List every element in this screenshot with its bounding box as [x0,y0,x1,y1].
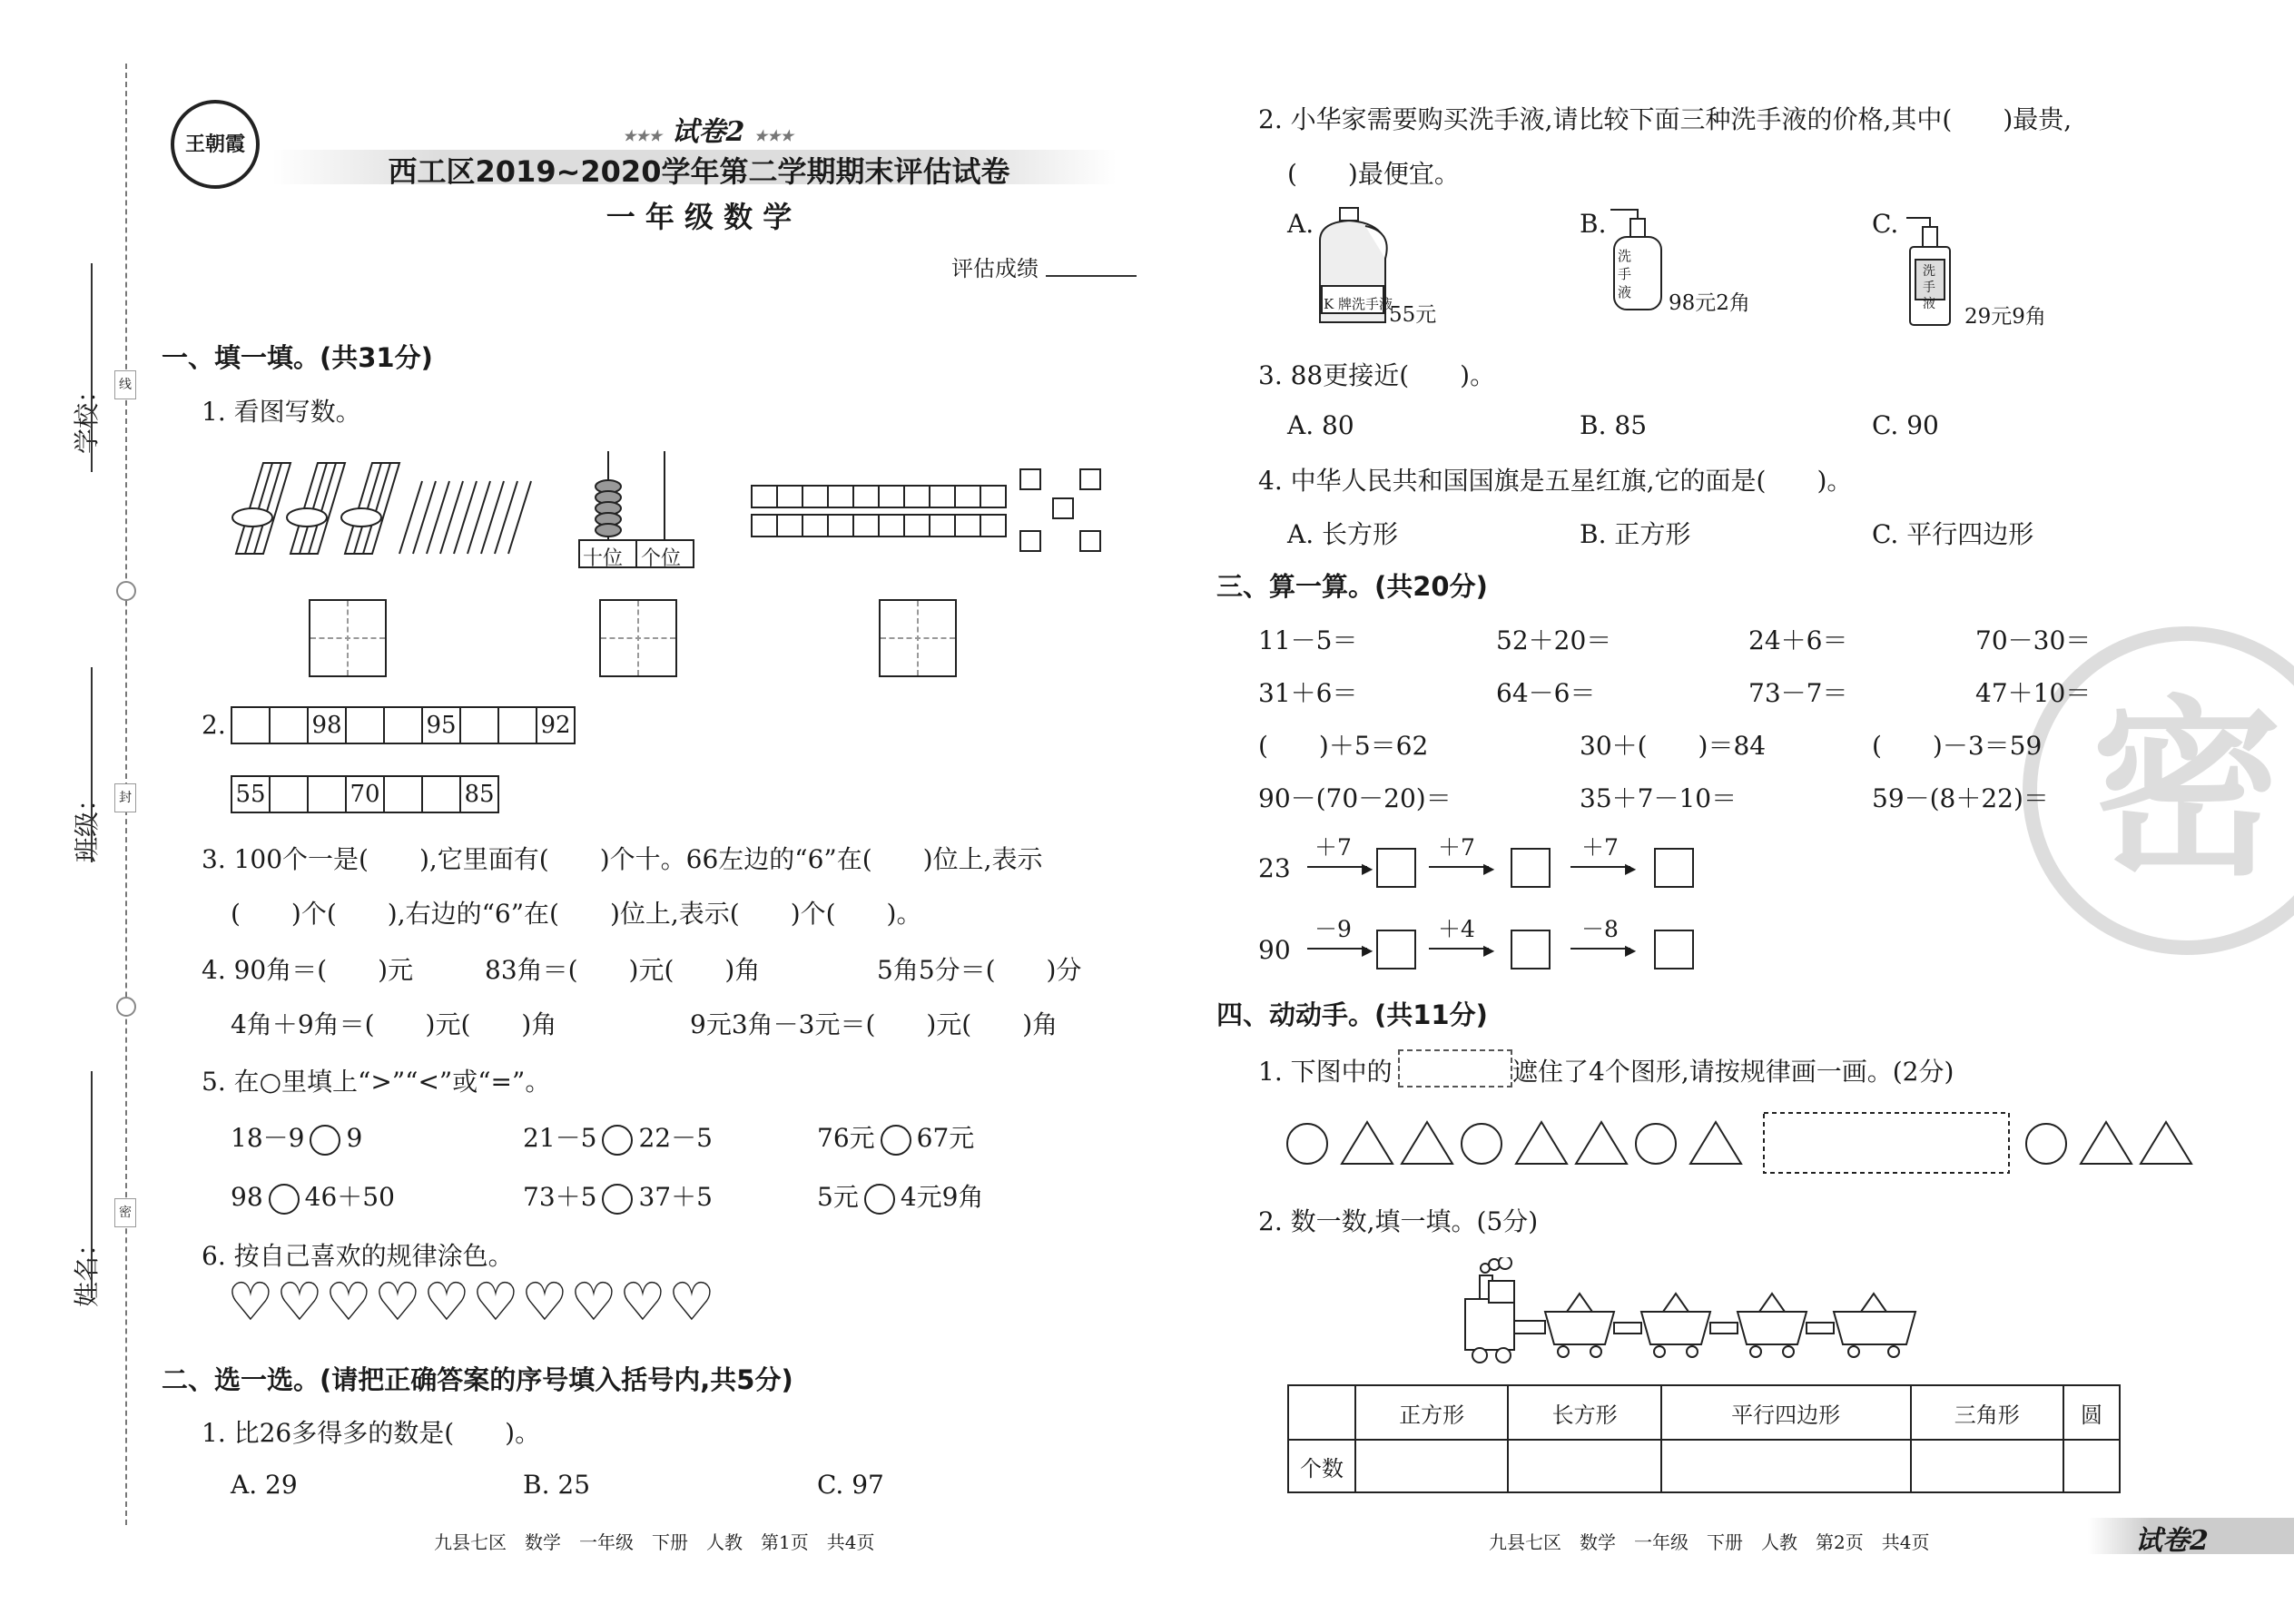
series-badge [608,109,808,149]
arrow [1307,866,1367,868]
arrow [1429,948,1489,950]
score-field[interactable] [1046,275,1137,277]
school-label: 学校： [72,377,102,454]
triangle-shape [1342,1122,1393,1164]
table-header: 三角形 [1911,1385,2063,1440]
s2-q4: 4. 中华人民共和国国旗是五星红旗,它的面是( )。 [1258,466,1853,496]
s4-q2: 2. 数一数,填一填。(5分) [1258,1206,1539,1236]
tens-rod [752,515,1006,536]
sequence-cell[interactable] [232,708,271,743]
chain-answer-box[interactable] [1511,848,1551,888]
s1-q5: 5. 在○里填上“>”“<”或“=”。 [202,1067,551,1097]
triangle-shape [2141,1122,2191,1164]
triangle-shape [2081,1122,2132,1164]
compare-left: 98 [231,1182,263,1212]
mark-secret: 密 [114,1198,136,1227]
calc-item: 73－7＝ [1748,678,1848,708]
shape-pattern [1280,1109,2197,1177]
s2-q3: 3. 88更接近( )。 [1258,360,1496,390]
chain-start: 90 [1258,935,1291,965]
section3-title: 三、算一算。(共20分) [1216,571,1488,602]
option-label[interactable]: C. [1872,209,1899,239]
class-field[interactable] [91,667,93,862]
sequence-cell: 95 [423,708,461,743]
name-label: 姓名： [72,1230,102,1307]
compare-circle[interactable] [310,1125,340,1156]
s4-q1-suffix: 遮住了4个图形,请按规律画一画。(2分) [1512,1057,1954,1087]
price: 55元 [1389,303,1437,327]
score-label: 评估成绩 [951,256,1039,281]
price: 29元9角 [1964,305,2046,329]
calc-item: 30＋( )＝84 [1580,731,1767,761]
compare-right: 9 [346,1123,363,1153]
calc-item: 31＋6＝ [1258,678,1358,708]
triangle-shape [1576,1122,1627,1164]
s1-q4-item: 4角＋9角＝( )元( )角 [231,1009,557,1039]
sequence-cell: 70 [347,777,385,812]
sequence-cell[interactable] [347,708,385,743]
cover-box-icon [1398,1049,1512,1088]
sequence-cell[interactable] [461,708,499,743]
exam-subject: 一 年 级 数 学 [605,200,793,234]
bottle-label: K 牌洗手液 [1324,296,1393,312]
compare-right: 37＋5 [638,1182,713,1212]
chain-op: －9 [1314,916,1352,942]
arrow [1307,948,1367,950]
compare-item [231,1177,395,1215]
footer-left: 九县七区 数学 一年级 下册 人教 第1页 共4页 [434,1531,875,1553]
option-label[interactable]: B. [1580,209,1607,239]
table-header [1288,1385,1355,1440]
stick-bundle [341,463,399,554]
train-figure [1462,1257,1952,1366]
s1-q1: 1. 看图写数。 [202,397,361,427]
option[interactable]: B. 正方形 [1580,519,1691,549]
bottle-label: 洗手液 [1618,248,1632,300]
sequence-cell: 85 [464,781,495,808]
sequence-cell[interactable] [271,777,309,812]
class-label: 班级： [72,785,102,862]
compare-item [523,1177,713,1215]
stick-bundle [232,463,290,554]
s1-q3-line2: ( )个( ),右边的“6”在( )位上,表示( )个( )。 [231,899,922,929]
compare-item [817,1118,974,1156]
compare-left: 76元 [817,1123,875,1153]
compare-left: 21－5 [523,1123,597,1153]
abacus-label-ones: 个位 [641,547,682,570]
compare-right: 4元9角 [900,1182,984,1212]
sequence-row-1 [231,706,576,744]
calc-item: ( )＋5＝62 [1258,731,1429,761]
binding-hole [116,581,136,601]
arrow-head-icon: ▶ [1625,860,1637,877]
option[interactable]: A. 长方形 [1287,519,1399,549]
series-label: 试卷2 [671,116,745,148]
arrow-head-icon: ▶ [1362,860,1373,877]
arrow-head-icon: ▶ [1483,941,1495,959]
brand-logo: 王朝霞 [171,100,260,189]
table-header: 正方形 [1355,1385,1508,1440]
calc-item: ( )－3＝59 [1872,731,2043,761]
option[interactable]: C. 97 [817,1470,884,1500]
mark-seal: 封 [114,783,136,812]
count-cell[interactable] [1661,1440,1911,1492]
calc-item: 11－5＝ [1258,625,1358,655]
s2-q1: 1. 比26多得多的数是( )。 [202,1418,541,1448]
s1-q2-number: 2. [202,710,226,740]
page-tab-label: 试卷2 [2135,1525,2209,1557]
compare-circle[interactable] [602,1184,633,1215]
abacus-label-tens: 十位 [583,547,624,570]
circle-shape [1462,1124,1501,1164]
footer-right: 九县七区 数学 一年级 下册 人教 第2页 共4页 [1489,1531,1930,1553]
section1-title: 一、填一填。(共31分) [162,342,433,373]
triangle-shape [1690,1122,1741,1164]
s1-q4-item: 4. 90角＝( )元 [202,955,414,985]
school-field[interactable] [91,263,93,472]
chain-op: ＋7 [1581,834,1619,861]
sequence-cell[interactable] [385,777,423,812]
count-cell[interactable] [1508,1440,1660,1492]
stars-icon: ★★★ [623,127,663,144]
stick-bundle [287,463,345,554]
option[interactable]: A. 80 [1287,410,1354,440]
calc-item: 59－(8＋22)＝ [1872,783,2049,813]
count-cell[interactable] [2063,1440,2120,1492]
arrow [1570,866,1630,868]
sequence-cell: 98 [309,708,347,743]
circle-shape [1287,1124,1327,1164]
compare-left: 73＋5 [523,1182,597,1212]
chain-answer-box[interactable] [1654,848,1694,888]
calc-item: 64－6＝ [1496,678,1596,708]
sequence-cell: 92 [540,712,571,739]
option[interactable]: A. 29 [231,1470,298,1500]
answer-grid[interactable] [309,599,387,677]
compare-right: 22－5 [638,1123,713,1153]
price: 98元2角 [1669,291,1750,315]
calc-item: 47＋10＝ [1975,678,2092,708]
chain-answer-box[interactable] [1654,930,1694,969]
sequence-cell: 55 [232,777,271,812]
heart-row[interactable]: ♡♡♡♡♡♡♡♡♡♡ [227,1271,717,1333]
s1-q4-item: 83角＝( )元( )角 [485,955,761,985]
compare-right: 46＋50 [304,1182,395,1212]
calc-item: 90－(70－20)＝ [1258,783,1452,813]
sequence-cell[interactable] [385,708,423,743]
chain-op: －8 [1581,916,1619,942]
circle-shape [2026,1124,2066,1164]
option[interactable]: C. 平行四边形 [1872,519,2034,549]
compare-left: 18－9 [231,1123,305,1153]
arrow-head-icon: ▶ [1625,941,1637,959]
sequence-cell[interactable] [423,777,461,812]
table-header: 圆 [2063,1385,2120,1440]
table-header: 平行四边形 [1661,1385,1911,1440]
table-header: 长方形 [1508,1385,1660,1440]
secret-watermark: 密 [2023,626,2294,955]
section4-title: 四、动动手。(共11分) [1216,999,1488,1030]
circle-shape [1636,1124,1676,1164]
option[interactable]: B. 25 [523,1470,591,1500]
chain-answer-box[interactable] [1511,930,1551,969]
s1-q4-item: 9元3角－3元＝( )元( )角 [690,1009,1058,1039]
option-label[interactable]: A. [1287,209,1314,239]
triangle-shape [1516,1122,1567,1164]
sequence-cell[interactable] [499,708,537,743]
compare-item [523,1118,713,1156]
chain-answer-box[interactable] [1376,848,1416,888]
name-field[interactable] [91,1071,93,1298]
compare-circle[interactable] [269,1184,300,1215]
answer-grid[interactable] [599,599,677,677]
calc-item: 35＋7－10＝ [1580,783,1738,813]
count-cell[interactable] [1355,1440,1508,1492]
s2-q2-line1: 2. 小华家需要购买洗手液,请比较下面三种洗手液的价格,其中( )最贵, [1258,104,2072,134]
option[interactable]: B. 85 [1580,410,1648,440]
compare-right: 67元 [916,1123,975,1153]
chain-op: ＋7 [1314,834,1352,861]
blocks-figure [748,458,1111,558]
s4-q1-prefix: 1. 下图中的 [1258,1057,1393,1087]
compare-circle[interactable] [881,1125,911,1156]
s1-q4-item: 5角5分＝( )分 [877,955,1082,985]
chain-start: 23 [1258,853,1291,883]
sequence-cell[interactable] [271,708,309,743]
calc-item: 70－30＝ [1975,625,2092,655]
section2-title: 二、选一选。(请把正确答案的序号填入括号内,共5分) [162,1364,793,1395]
compare-item [817,1177,983,1215]
s1-q6: 6. 按自己喜欢的规律涂色。 [202,1241,514,1271]
stars-icon: ★★★ [753,127,793,144]
compare-circle[interactable] [864,1184,895,1215]
tens-rod [752,486,1006,507]
arrow [1570,948,1630,950]
answer-grid[interactable] [879,599,957,677]
binding-hole [116,997,136,1017]
hidden-shapes-box [1764,1113,2009,1173]
chain-answer-box[interactable] [1376,930,1416,969]
arrow-head-icon: ▶ [1483,860,1495,877]
chain-op: ＋4 [1438,916,1475,942]
option[interactable]: C. 90 [1872,410,1939,440]
arrow-head-icon: ▶ [1362,941,1373,959]
sticks-figure [227,445,536,567]
sequence-row-2 [231,775,499,813]
arrow [1429,866,1489,868]
calc-item: 52＋20＝ [1496,625,1612,655]
calc-item: 24＋6＝ [1748,625,1848,655]
compare-left: 5元 [817,1182,859,1212]
s2-q2-line2: ( )最便宜。 [1287,159,1460,189]
shape-count-table [1287,1384,2121,1493]
sequence-cell[interactable] [309,777,347,812]
exam-title: 西工区2019~2020学年第二学期期末评估试卷 [388,154,1010,189]
compare-item [231,1118,362,1156]
table-row-label: 个数 [1288,1440,1355,1492]
triangle-shape [1402,1122,1452,1164]
compare-circle[interactable] [602,1125,633,1156]
chain-op: ＋7 [1438,834,1475,861]
count-cell[interactable] [1911,1440,2063,1492]
s1-q3-line1: 3. 100个一是( ),它里面有( )个十。66左边的“6”在( )位上,表示 [202,844,1043,874]
mark-line: 线 [114,370,136,399]
bottle-label: 洗手液 [1923,264,1935,311]
